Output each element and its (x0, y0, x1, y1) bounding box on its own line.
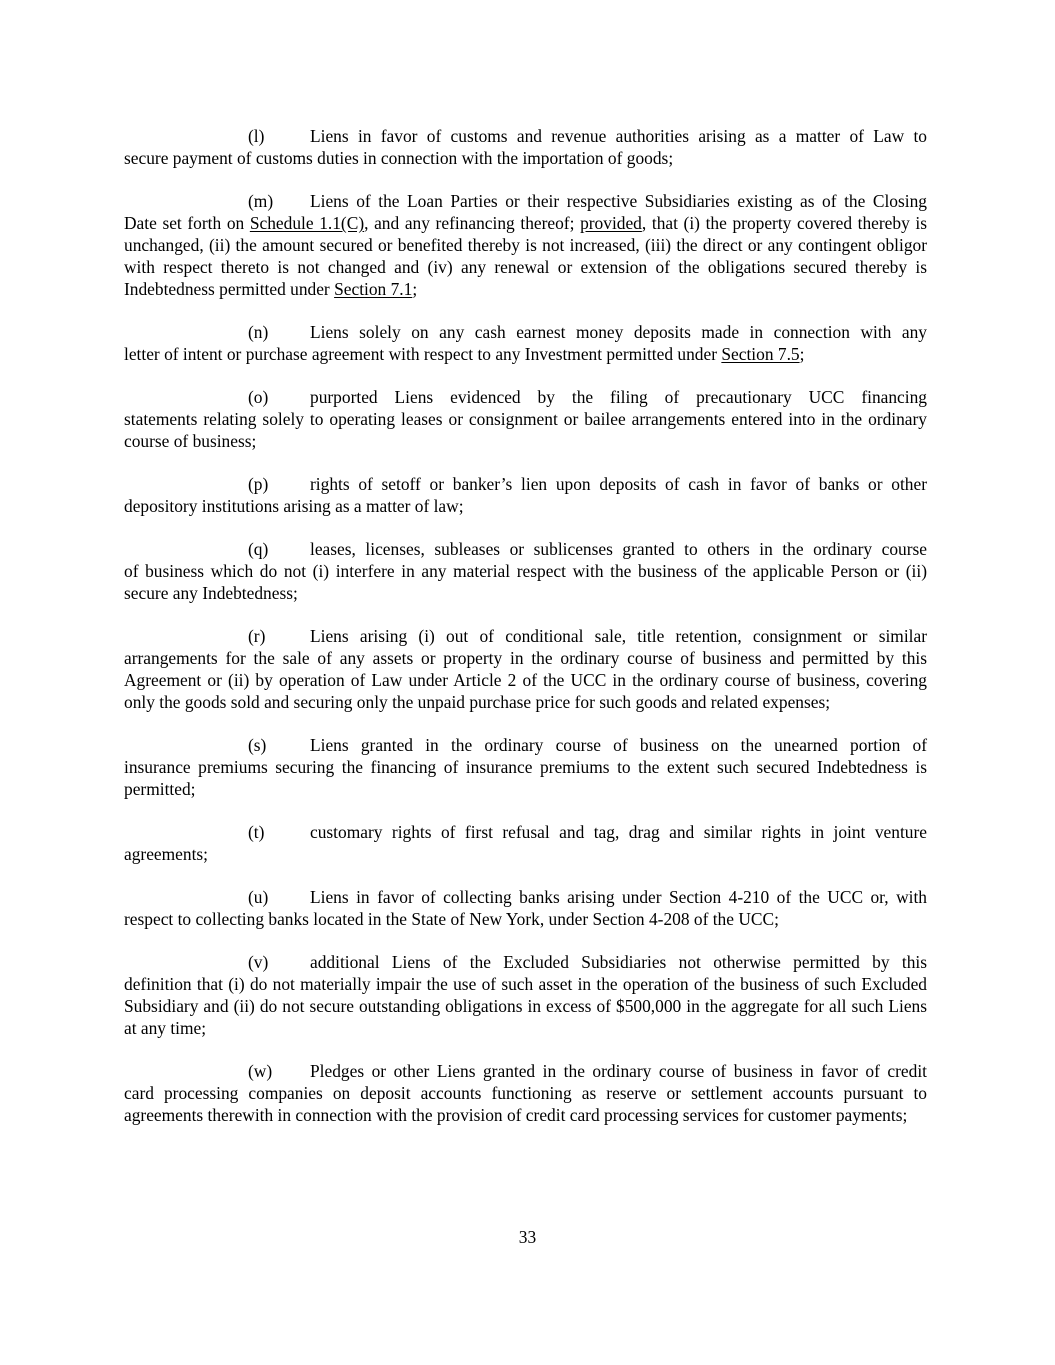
clause-first-text: Liens in favor of customs and revenue authorities arising as a matter of Law to (310, 126, 927, 146)
clause-marker: (p) (248, 474, 269, 494)
clause-item (124, 321, 927, 365)
document-page (124, 125, 927, 1147)
clause-text: Date set forth on (124, 213, 250, 233)
clause-first-line (124, 625, 927, 647)
clause-item (124, 473, 927, 517)
clause-item (124, 190, 927, 300)
clause-text: agreements; (124, 844, 209, 864)
clause-first-text: purported Liens evidenced by the filing of precautionary UCC financing (310, 387, 927, 407)
clause-text: letter of intent or purchase agreement with respect to any Investment permitted under (124, 344, 722, 364)
clause-text: respect to collecting banks located in the State of New York, under Section 4-208 of the UCC; (124, 909, 779, 929)
clause-first-line (124, 886, 927, 908)
clause-item (124, 625, 927, 713)
clause-item (124, 386, 927, 452)
clause-first-line (124, 734, 927, 756)
clause-item (124, 538, 927, 604)
clause-marker: (r) (248, 626, 266, 646)
clause-text: card processing companies on deposit accounts functioning as reserve or settlement accounts pursuant to agreements therewith in connection with the provision of credit card processing services for customer payments; (124, 1083, 927, 1125)
clause-first-line (124, 473, 927, 495)
clause-text: arrangements for the sale of any assets or property in the ordinary course of business and permitted by this Agreement or (ii) by operation of Law under Article 2 of the UCC in the ordinary course of business, covering only the goods sold and securing only the unpaid purchase price for such goods and related expenses; (124, 648, 927, 712)
clause-first-text: additional Liens of the Excluded Subsidiaries not otherwise permitted by this (310, 952, 927, 972)
clause-marker: (m) (248, 191, 274, 211)
clause-marker: (w) (248, 1061, 273, 1081)
clause-first-line (124, 386, 927, 408)
clause-list (124, 125, 927, 1126)
clause-item (124, 886, 927, 930)
clause-first-text: Liens granted in the ordinary course of business on the unearned portion of (310, 735, 927, 755)
clause-item (124, 734, 927, 800)
clause-first-line (124, 538, 927, 560)
clause-text: , that (i) the property covered thereby is unchanged, (ii) the amount secured or benefited thereby is not increased, (iii) the direct or any contingent obligor with respect thereto is not changed and (iv) any renewal or extension of the obligations secured thereby is Indebtedness permitted under (124, 213, 928, 299)
clause-first-line (124, 321, 927, 343)
clause-text: ; (799, 344, 805, 364)
clause-text: definition that (i) do not materially impair the use of such asset in the operation of the business of such Excluded Subsidiary and (ii) do not secure outstanding obligations in excess of $500,000 in the aggregate for all such Liens at any time; (124, 974, 927, 1038)
page-number: 33 (518, 1227, 537, 1247)
clause-item (124, 951, 927, 1039)
clause-first-line (124, 951, 927, 973)
clause-first-line (124, 1060, 927, 1082)
clause-text: ; (412, 279, 418, 299)
clause-text: secure payment of customs duties in connection with the importation of goods; (124, 148, 674, 168)
clause-first-text: Pledges or other Liens granted in the ordinary course of business in favor of credit (310, 1061, 927, 1081)
cross-reference: provided (580, 213, 642, 233)
cross-reference: Schedule 1.1(C) (249, 213, 365, 233)
clause-item (124, 1060, 927, 1126)
clause-first-line (124, 190, 927, 212)
clause-first-text: Liens solely on any cash earnest money deposits made in connection with any (310, 322, 927, 342)
clause-marker: (o) (248, 387, 269, 407)
clause-first-text: Liens in favor of collecting banks arising under Section 4-210 of the UCC or, with (310, 887, 927, 907)
clause-marker: (q) (248, 539, 269, 559)
clause-text: depository institutions arising as a matter of law; (124, 496, 464, 516)
clause-first-line (124, 821, 927, 843)
cross-reference: Section 7.5 (721, 344, 800, 364)
clause-first-text: customary rights of first refusal and tag, drag and similar rights in joint venture (310, 822, 927, 842)
clause-first-text: Liens of the Loan Parties or their respective Subsidiaries existing as of the Closing (310, 191, 927, 211)
clause-first-text: leases, licenses, subleases or sublicenses granted to others in the ordinary course (310, 539, 927, 559)
clause-text: of business which do not (i) interfere in any material respect with the business of the applicable Person or (ii) secure any Indebtedness; (124, 561, 927, 603)
clause-text: , and any refinancing thereof; (364, 213, 581, 233)
cross-reference: Section 7.1 (334, 279, 413, 299)
clause-text: statements relating solely to operating leases or consignment or bailee arrangements entered into in the ordinary course of business; (124, 409, 927, 451)
clause-marker: (s) (248, 735, 267, 755)
clause-first-text: Liens arising (i) out of conditional sale, title retention, consignment or similar (310, 626, 927, 646)
clause-first-line (124, 125, 927, 147)
clause-first-text: rights of setoff or banker’s lien upon deposits of cash in favor of banks or other (310, 474, 927, 494)
clause-marker: (t) (248, 822, 265, 842)
clause-marker: (u) (248, 887, 269, 907)
clause-item (124, 821, 927, 865)
clause-marker: (v) (248, 952, 269, 972)
clause-text: insurance premiums securing the financing of insurance premiums to the extent such secured Indebtedness is permitted; (124, 757, 927, 799)
clause-item (124, 125, 927, 169)
clause-marker: (n) (248, 322, 269, 342)
clause-marker: (l) (248, 126, 265, 146)
